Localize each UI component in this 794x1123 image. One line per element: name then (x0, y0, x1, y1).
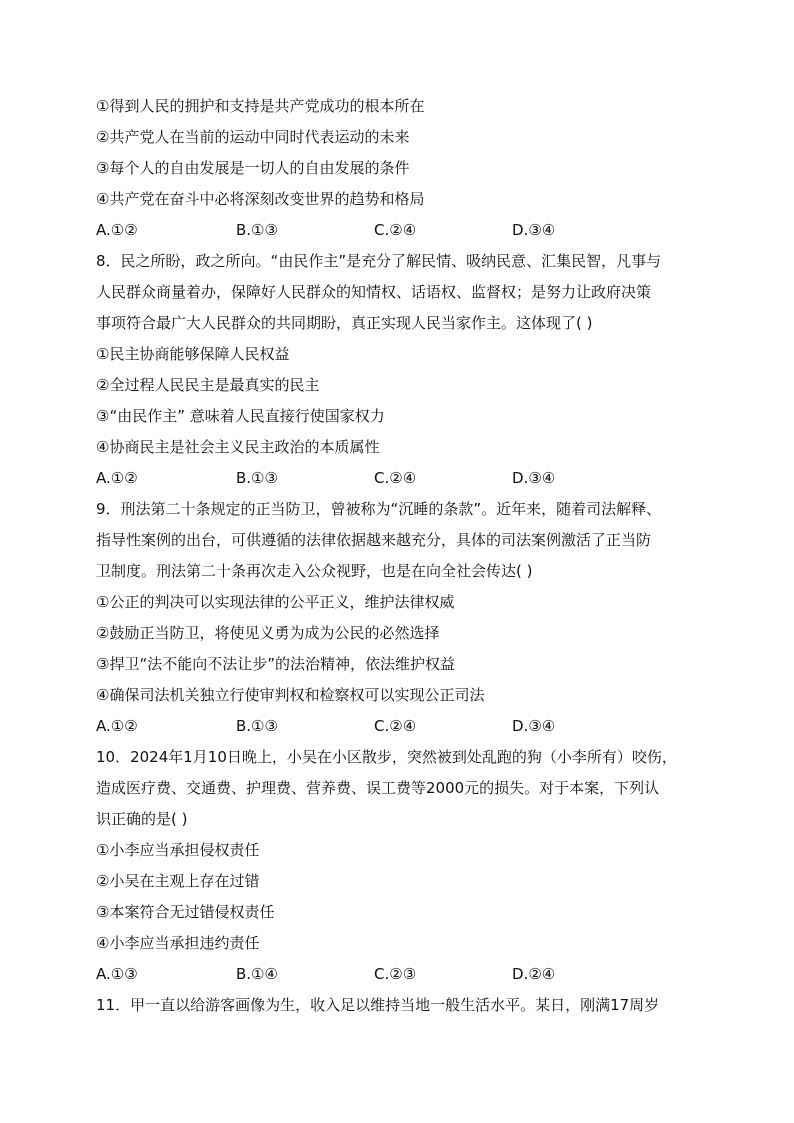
q9-option-c[interactable]: C.②④ (374, 717, 417, 735)
q9-stem-line-1: 9．刑法第二十条规定的正当防卫，曾被称为“沉睡的条款”。近年来，随着司法解释、 (96, 500, 662, 518)
q7-statement-2: ②共产党人在当前的运动中同时代表运动的未来 (96, 128, 410, 146)
q7-option-a[interactable]: A.①② (96, 221, 138, 239)
q8-option-a[interactable]: A.①② (96, 469, 138, 487)
q7-option-c[interactable]: C.②④ (374, 221, 417, 239)
q10-statement-2: ②小吴在主观上存在过错 (96, 872, 260, 890)
q7-options (96, 220, 696, 240)
q9-option-a[interactable]: A.①② (96, 717, 138, 735)
q10-stem-line-3: 识正确的是( ) (96, 810, 188, 828)
q8-option-d[interactable]: D.③④ (512, 469, 556, 487)
q10-option-c[interactable]: C.②③ (374, 965, 417, 983)
q9-statement-2: ②鼓励正当防卫，将使见义勇为成为公民的必然选择 (96, 624, 440, 642)
q8-statement-2: ②全过程人民民主是最真实的民主 (96, 376, 320, 394)
q8-stem-line-3: 事项符合最广大人民群众的共同期盼，真正实现人民当家作主。这体现了( ) (96, 314, 593, 332)
q8-stem-line-1: 8．民之所盼，政之所向。“由民作主”是充分了解民情、吸纳民意、汇集民智，凡事与 (96, 252, 662, 270)
q10-option-a[interactable]: A.①③ (96, 965, 138, 983)
q10-statement-4: ④小李应当承担违约责任 (96, 934, 260, 952)
q9-statement-4: ④确保司法机关独立行使审判权和检察权可以实现公正司法 (96, 686, 485, 704)
q10-option-b[interactable]: B.①④ (236, 965, 278, 983)
q9-statement-1: ①公正的判决可以实现法律的公平正义，维护法律权威 (96, 593, 455, 611)
q10-statement-1: ①小李应当承担侵权责任 (96, 841, 260, 859)
q8-option-c[interactable]: C.②④ (374, 469, 417, 487)
q8-statement-1: ①民主协商能够保障人民权益 (96, 345, 290, 363)
q10-stem-line-1: 10．2024年1月10日晚上，小吴在小区散步，突然被到处乱跑的狗（小李所有）咬伤， (96, 748, 677, 766)
q10-stem-line-2: 造成医疗费、交通费、护理费、营养费、误工费等2000元的损失。对于本案，下列认 (96, 779, 660, 797)
q11-stem-line-1: 11．甲一直以给游客画像为生，收入足以维持当地一般生活水平。某日，刚满17周岁 (96, 996, 660, 1014)
q8-options (96, 468, 696, 488)
q7-statement-3: ③每个人的自由发展是一切人的自由发展的条件 (96, 159, 410, 177)
q8-statement-3: ③“由民作主” 意味着人民直接行使国家权力 (96, 407, 385, 425)
q10-options (96, 964, 696, 984)
q10-option-d[interactable]: D.②④ (512, 965, 556, 983)
q7-statement-4: ④共产党在奋斗中必将深刻改变世界的趋势和格局 (96, 190, 425, 208)
q10-statement-3: ③本案符合无过错侵权责任 (96, 903, 275, 921)
q9-option-d[interactable]: D.③④ (512, 717, 556, 735)
q7-option-b[interactable]: B.①③ (236, 221, 278, 239)
q7-option-d[interactable]: D.③④ (512, 221, 556, 239)
q7-statement-1: ①得到人民的拥护和支持是共产党成功的根本所在 (96, 97, 425, 115)
q9-stem-line-3: 卫制度。刑法第二十条再次走入公众视野，也是在向全社会传达( ) (96, 562, 533, 580)
q8-stem-line-2: 人民群众商量着办，保障好人民群众的知情权、话语权、监督权；是努力让政府决策 (96, 283, 652, 301)
q9-options (96, 716, 696, 736)
q9-option-b[interactable]: B.①③ (236, 717, 278, 735)
q8-option-b[interactable]: B.①③ (236, 469, 278, 487)
q9-statement-3: ③捍卫“法不能向不法让步”的法治精神，依法维护权益 (96, 655, 455, 673)
q8-statement-4: ④协商民主是社会主义民主政治的本质属性 (96, 438, 380, 456)
q9-stem-line-2: 指导性案例的出台，可供遵循的法律依据越来越充分，具体的司法案例激活了正当防 (96, 531, 652, 549)
